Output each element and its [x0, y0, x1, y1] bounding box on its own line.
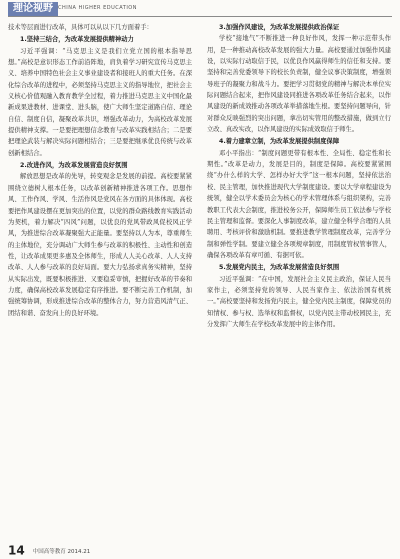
- section-1-heading: 1.坚持三结合，为改革发展提供精神动力: [20, 36, 134, 44]
- header-rule: [8, 16, 392, 17]
- right-column: [207, 22, 391, 331]
- section-3-paragraph: 学校“接地气”不断推进一种良好作风，发挥一种示范带头作用，是一种推动高校改革发展的强大力量。高校要通过加强作风建设，以实际行动取信于民，以优良作风赢得师生的信任和支持。要坚持和完善党委领导下的校长负责制，健全议事决策制度，增强领导班子的凝聚力和战斗力。要把学习贯彻党的精神与解决本单位实际问题结合起来，把作风建设同推进各项改革任务结合起来，以作风建设的新成效推动各项改革举措落地生根。要坚持问题导向，针对群众反映强烈的突出问题，拿出切实管用的整改措施，做到立行立改、真改实改，以作风建设的实际成效取信于师生。: [207, 35, 391, 134]
- journal-issue: 中国高等教育 2014.21: [32, 548, 91, 555]
- journal-name-en: CHINA HIGHER EDUCATION: [58, 5, 137, 11]
- section-5-heading: 5.发展党内民主，为改革发展营造良好氛围: [219, 264, 340, 272]
- section-1-paragraph: 习近平强调：“马克思主义是我们立党立国的根本指导思想。”高校是意识形态工作前沿阵地，肩负着学习研究宣传马克思主义、培养中国特色社会主义事业建设者和接班人的重大任务。在深化综合改革的进程中，必须坚持马克思主义的指导地位，把社会主义核心价值观融入教育教学全过程，着力推进马克思主义中国化最新成果进教材、进课堂、进头脑，使广大师生坚定道路自信、理论自信、制度自信，凝聚改革共识，增强改革动力，为高校改革发展提供精神支撑。一是要把理想信念教育与改革实践相结合；二是要把理论武装与解决实际问题相结合；三是要把继承优良传统与改革创新相结合。: [8, 47, 192, 157]
- page-footer: [8, 540, 91, 558]
- section-4-heading: 4.着力建章立制，为改革发展提供制度保障: [219, 138, 340, 146]
- section-2-heading: 2.改进作风，为改革发展营造良好氛围: [20, 162, 128, 170]
- left-column: [8, 22, 192, 320]
- page-number: 14: [8, 543, 25, 558]
- page-header: [0, 0, 400, 18]
- intro-paragraph: 技术等层面进行改革，具体可以从以下几方面着手：: [8, 24, 153, 31]
- section-4-paragraph: 邓小平指出：“制度问题更带有根本性、全局性、稳定性和长期性。”改革是动力，发展是目的，制度是保障。高校要紧紧围绕“办什么样的大学、怎样办好大学”这一根本问题，坚持依法治校、民主管理，加快推进现代大学制度建设。要以大学章程建设为统领，健全以学术委员会为核心的学术管理体系与组织架构，完善教职工代表大会制度，推进校务公开，保障师生员工依法参与学校民主管理和监督。要深化人事制度改革，建立健全科学合理的人员聘用、考核评价和激励机制。要推进教学管理制度改革，完善学分制和弹性学制。要建立健全各项规章制度，用制度管权管事管人，确保各项改革有章可循、有据可依。: [207, 149, 391, 259]
- section-5-paragraph: 习近平强调：“在中国，发展社会主义民主政治，保证人民当家作主，必须坚持党的领导、人民当家作主、依法治国有机统一。”高校要坚持和发扬党内民主，健全党内民主制度，保障党员的知情权、参与权、选举权和监督权，以党内民主带动校园民主，充分发挥广大师生在学校改革发展中的主体作用。: [207, 275, 391, 328]
- section-3-heading: 3.加强作风建设，为改革发展提供政治保证: [219, 24, 340, 31]
- section-tag: 理论视野: [8, 2, 58, 16]
- section-2-paragraph: 解放思想是改革的先导，转变观念是发展的前提。高校要紧紧围绕立德树人根本任务，以改革创新精神推进各项工作。思想作风、工作作风、学风、生活作风是党风在各方面的具体体现。高校要把作风建设摆在更加突出的位置，以党的群众路线教育实践活动为契机，着力解决“四风”问题，以优良的党风带政风促校风正学风，为推进综合改革凝聚强大正能量。要坚持以人为本，尊重师生的主体地位，充分调动广大师生参与改革的积极性、主动性和创造性，让改革成果更多惠及全体师生，形成人人关心改革、人人支持改革、人人参与改革的良好局面。要大力弘扬求真务实精神，坚持从实际出发，既要积极推进、又要稳妥审慎，把握好改革的节奏和力度，确保高校改革发展稳定有序推进。要不断完善工作机制，加强统筹协调，形成推进综合改革的整体合力，努力营造风清气正、团结和谐、奋发向上的良好环境。: [8, 173, 192, 317]
